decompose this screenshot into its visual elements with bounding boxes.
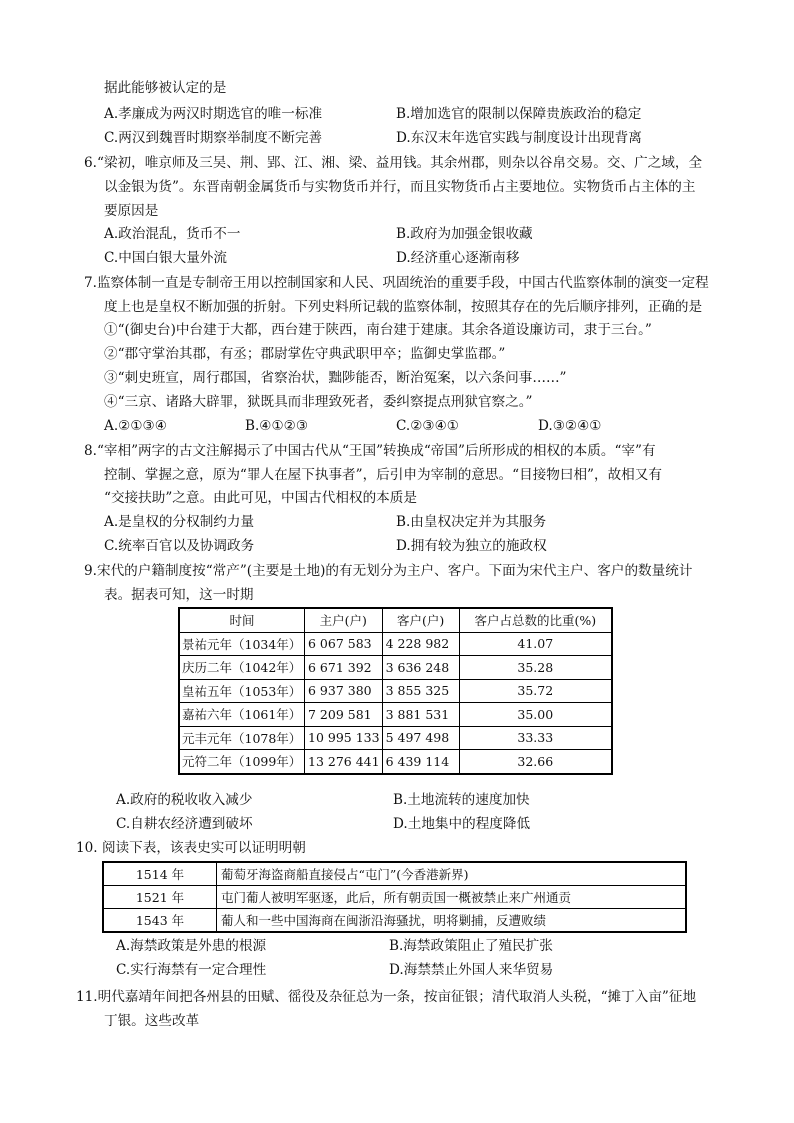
- table-row: [179, 656, 612, 680]
- q8-stem-line1: 8.“宰相”两字的古文注解揭示了中国古代从“王国”转换成“帝国”后所形成的相权的本质。“宰”有: [84, 443, 656, 459]
- cell-year: 1543 年: [103, 909, 217, 933]
- household-table: [178, 607, 613, 775]
- cell-guest: 5 497 498: [382, 726, 459, 750]
- q6-option-a: A.政治混乱，货币不一: [104, 226, 241, 242]
- q8-stem-line3: “交接扶助”之意。由此可见，中国古代相权的本质是: [104, 490, 417, 506]
- q10-option-d: D.海禁禁止外国人来华贸易: [389, 962, 554, 978]
- q5-option-b: B.增加选官的限制以保障贵族政治的稳定: [396, 106, 642, 122]
- q9-option-d: D.土地集中的程度降低: [393, 816, 531, 832]
- cell-main: 13 276 441: [305, 750, 383, 774]
- cell-guest: 3 855 325: [382, 679, 459, 703]
- cell-ratio: 41.07: [459, 632, 612, 656]
- cell-event: 葡萄牙海盗商船直接侵占“屯门”(今香港新界): [217, 862, 687, 886]
- q7-option-c: C.②③④①: [396, 418, 459, 434]
- cell-time: 景祐元年（1034年）: [179, 632, 305, 656]
- col-header-main-households: 主户(户): [305, 608, 383, 632]
- cell-main: 10 995 133: [305, 726, 383, 750]
- cell-year: 1514 年: [103, 862, 217, 886]
- q7-item-2: ②“郡守掌治其郡，有丞；郡尉掌佐守典武职甲卒；监御史掌监郡。”: [104, 346, 506, 362]
- q6-option-b: B.政府为加强金银收藏: [396, 226, 533, 242]
- cell-time: 庆历二年（1042年）: [179, 656, 305, 680]
- col-header-guest-households: 客户(户): [382, 608, 459, 632]
- q6-stem-line2: 以金银为货”。东晋南朝金属货币与实物货币并行，而且实物货币占主要地位。实物货币占主体的主: [104, 179, 696, 195]
- q9-option-a: A.政府的税收收入减少: [116, 792, 253, 808]
- q9-stem-line1: 9.宋代的户籍制度按“常产”(主要是土地)的有无划分为主户、客户。下面为宋代主户、客户的数量统计: [84, 563, 693, 579]
- cell-ratio: 32.66: [459, 750, 612, 774]
- events-table: [102, 861, 687, 933]
- q9-option-b: B.土地流转的速度加快: [393, 792, 530, 808]
- q6-stem-line3: 要原因是: [104, 203, 159, 219]
- q6-stem-line1: 6.“梁初，唯京师及三吴、荆、郢、江、湘、梁、益用钱。其余州郡，则杂以谷帛交易。交、广之域，全: [84, 155, 703, 171]
- q7-stem-line1: 7.监察体制一直是专制帝王用以控制国家和人民、巩固统治的重要手段，中国古代监察体制的演变一定程: [84, 275, 709, 291]
- cell-main: 6 671 392: [305, 656, 383, 680]
- table-row: [179, 703, 612, 727]
- cell-event: 屯门葡人被明军驱逐，此后，所有朝贡国一概被禁止来广州通贡: [217, 886, 687, 909]
- q5-option-d: D.东汉末年选官实践与制度设计出现背离: [396, 130, 642, 146]
- table-row: [179, 726, 612, 750]
- table-row: [103, 886, 686, 909]
- cell-ratio: 35.72: [459, 679, 612, 703]
- q5-option-c: C.两汉到魏晋时期察举制度不断完善: [104, 130, 323, 146]
- cell-ratio: 35.00: [459, 703, 612, 727]
- table-row: [179, 750, 612, 774]
- cell-main: 7 209 581: [305, 703, 383, 727]
- q7-item-4: ④“三京、诸路大辟罪，狱既具而非理致死者，委纠察提点刑狱官察之。”: [104, 394, 533, 410]
- q7-option-d: D.③②④①: [538, 418, 602, 434]
- q6-option-c: C.中国白银大量外流: [104, 250, 227, 266]
- q7-item-1: ①“(御史台)中台建于大都，西台建于陕西，南台建于建康。其余各道设廉访司，隶于三台。”: [104, 322, 652, 338]
- q9-stem-line2: 表。据表可知，这一时期: [104, 587, 254, 603]
- cell-time: 元丰元年（1078年）: [179, 726, 305, 750]
- q8-stem-line2: 控制、掌握之意，原为“罪人在屋下执事者”，后引申为宰制的意思。“目接物曰相”，故相又有: [104, 467, 662, 483]
- cell-ratio: 35.28: [459, 656, 612, 680]
- cell-guest: 3 636 248: [382, 656, 459, 680]
- table-row: [103, 909, 686, 933]
- q10-stem-line1: 10. 阅读下表，该表史实可以证明明朝: [76, 840, 306, 856]
- q7-stem-line2: 度上也是皇权不断加强的折射。下列史料所记载的监察体制，按照其存在的先后顺序排列，正确的是: [104, 299, 703, 315]
- q8-option-c: C.统率百官以及协调政务: [104, 538, 255, 554]
- cell-guest: 6 439 114: [382, 750, 459, 774]
- cell-guest: 3 881 531: [382, 703, 459, 727]
- table-header-row: [179, 608, 612, 632]
- cell-time: 元符二年（1099年）: [179, 750, 305, 774]
- cell-year: 1521 年: [103, 886, 217, 909]
- table-row: [103, 862, 686, 886]
- q8-option-d: D.拥有较为独立的施政权: [396, 538, 547, 554]
- table-row: [179, 632, 612, 656]
- q11-stem-line1: 11.明代嘉靖年间把各州县的田赋、徭役及杂征总为一条，按亩征银；清代取消人头税，“摊丁入亩”征地: [76, 989, 697, 1005]
- q9-option-c: C.自耕农经济遭到破坏: [116, 816, 253, 832]
- q7-item-3: ③“刺史班宣，周行郡国，省察治状，黜陟能否，断治冤案，以六条问事……”: [104, 370, 567, 386]
- q7-option-b: B.④①②③: [245, 418, 309, 434]
- cell-time: 皇祐五年（1053年）: [179, 679, 305, 703]
- q10-option-c: C.实行海禁有一定合理性: [116, 962, 267, 978]
- q8-option-a: A.是皇权的分权制约力量: [104, 514, 255, 530]
- q7-option-a: A.②①③④: [104, 418, 167, 434]
- col-header-time: 时间: [179, 608, 305, 632]
- q8-option-b: B.由皇权决定并为其服务: [396, 514, 547, 530]
- q10-option-a: A.海禁政策是外患的根源: [116, 938, 267, 954]
- col-header-guest-ratio: 客户占总数的比重(%): [459, 608, 612, 632]
- q5-stem-tail: 据此能够被认定的是: [104, 80, 227, 96]
- q5-option-a: A.孝廉成为两汉时期选官的唯一标准: [104, 106, 323, 122]
- cell-guest: 4 228 982: [382, 632, 459, 656]
- cell-event: 葡人和一些中国海商在闽浙沿海骚扰，明将剿捕，反遭败绩: [217, 909, 687, 933]
- cell-ratio: 33.33: [459, 726, 612, 750]
- q6-option-d: D.经济重心逐渐南移: [396, 250, 520, 266]
- cell-main: 6 937 380: [305, 679, 383, 703]
- q11-stem-line2: 丁银。这些改革: [104, 1013, 200, 1029]
- cell-time: 嘉祐六年（1061年）: [179, 703, 305, 727]
- table-row: [179, 679, 612, 703]
- cell-main: 6 067 583: [305, 632, 383, 656]
- q10-option-b: B.海禁政策阻止了殖民扩张: [389, 938, 553, 954]
